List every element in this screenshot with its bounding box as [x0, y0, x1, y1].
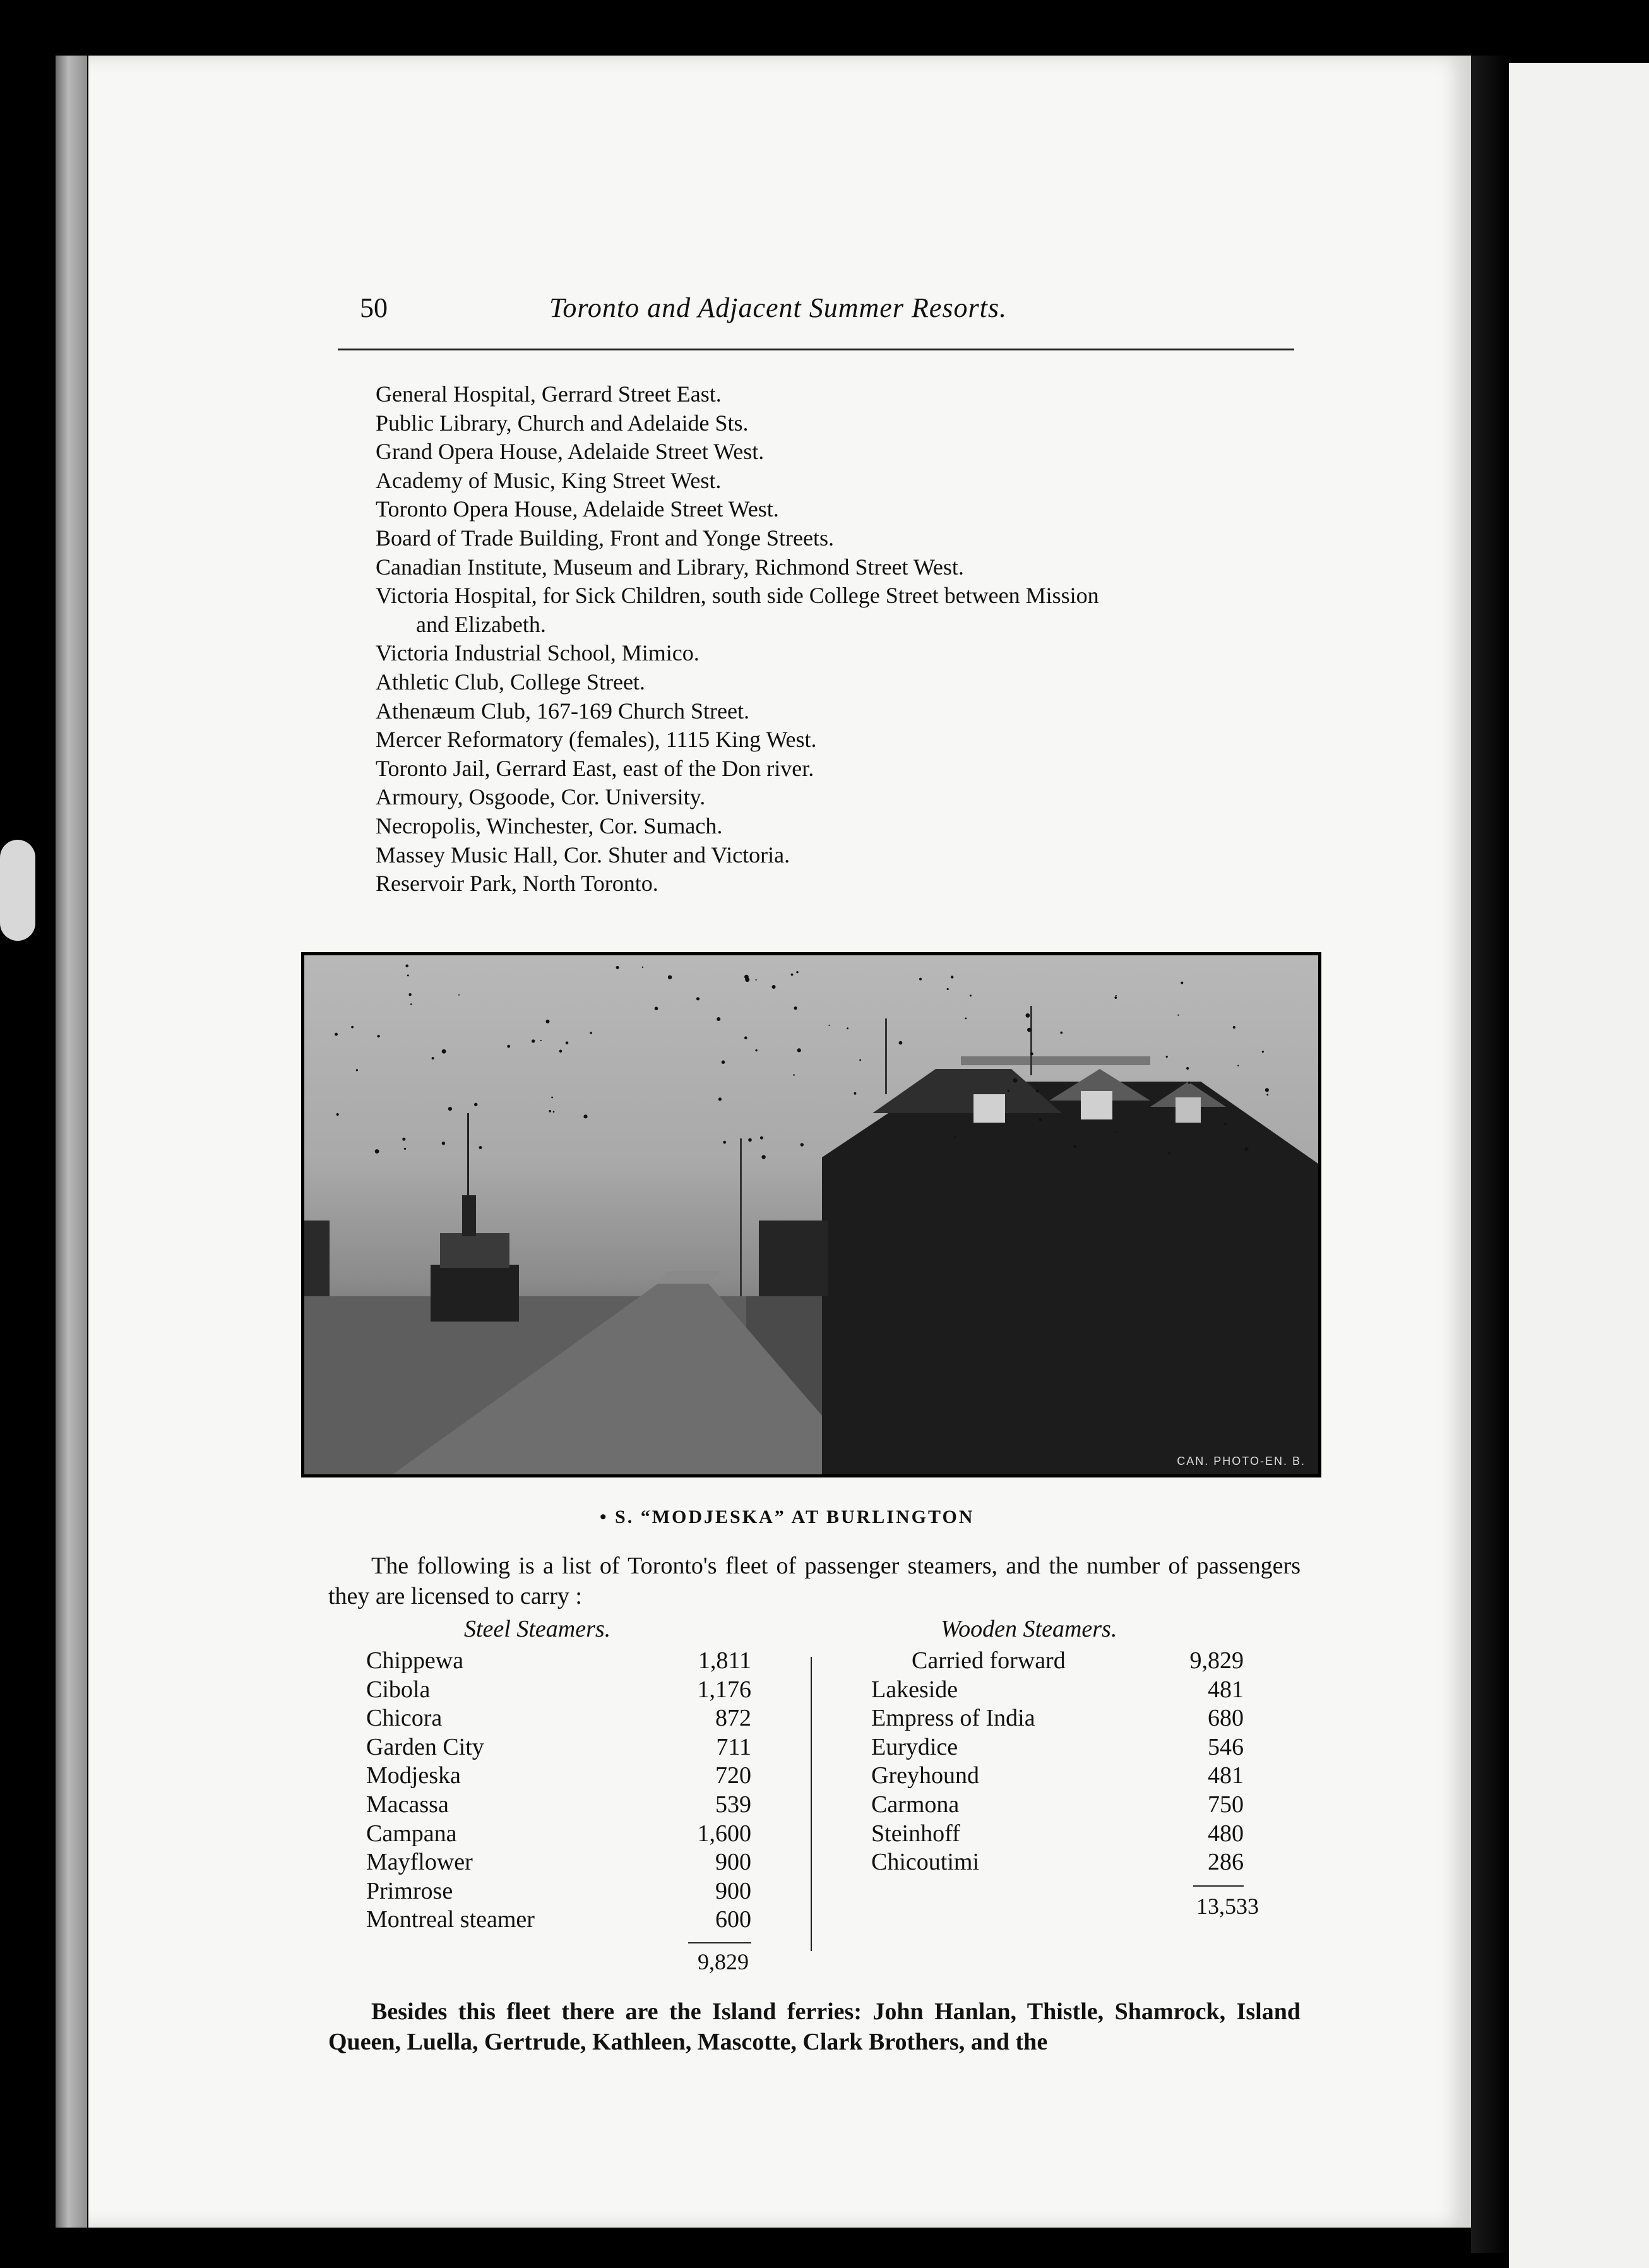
photo-speck [590, 1032, 592, 1034]
steamer-name: Chippewa [366, 1647, 464, 1674]
table-row [366, 1733, 751, 1762]
photo-speck [546, 1020, 550, 1024]
table-row [871, 1791, 1244, 1820]
photo-speck [761, 1155, 765, 1159]
photo-speck [696, 997, 699, 1000]
photo-speck [722, 1060, 725, 1064]
column-divider [811, 1657, 812, 1951]
photo-speck [551, 1097, 553, 1099]
photo-speck [828, 1025, 830, 1026]
wooden-total: 13,533 [1196, 1894, 1259, 1919]
steel-heading: Steel Steamers. [464, 1616, 611, 1642]
steamer-table [366, 1615, 1263, 1981]
list-item: Toronto Opera House, Adelaide Street West. [376, 496, 779, 522]
pavilion-building [759, 1056, 1318, 1474]
photo-speck [356, 1069, 358, 1071]
steamer-name: Carmona [871, 1791, 960, 1818]
header-rule [338, 349, 1294, 350]
list-item: Athenæum Club, 167-169 Church Street. [376, 698, 749, 724]
list-item: Canadian Institute, Museum and Library, Richmond Street West. [376, 554, 964, 580]
steamer-capacity: 720 [715, 1762, 751, 1789]
photo-speck [796, 971, 798, 973]
photo-speck [756, 979, 757, 981]
steamer-capacity: 9,829 [1189, 1647, 1244, 1674]
page-number: 50 [360, 292, 388, 323]
sum-rule [688, 1942, 751, 1943]
list-item: and Elizabeth. [416, 611, 546, 637]
harbour-photograph [301, 952, 1321, 1477]
page-gutter [1471, 56, 1509, 2253]
photo-speck [1116, 995, 1117, 996]
photo-speck [1060, 1032, 1063, 1034]
photo-speck [965, 1018, 967, 1020]
photo-speck [717, 1017, 720, 1021]
wooden-list [871, 1647, 1244, 1877]
photo-speck [655, 1006, 658, 1010]
steamer-name: Macassa [366, 1791, 449, 1818]
photo-speck [642, 967, 643, 968]
photo-speck [951, 976, 953, 978]
photo-speck [1168, 1152, 1170, 1154]
list-item: Public Library, Church and Adelaide Sts. [376, 410, 749, 436]
photo-speck [532, 1039, 535, 1042]
photo-speck [755, 1049, 757, 1051]
photo-speck [1265, 1088, 1269, 1092]
list-item: Necropolis, Winchester, Cor. Sumach. [376, 813, 723, 839]
list-item: Reservoir Park, North Toronto. [376, 871, 658, 897]
steamer-capacity: 1,600 [697, 1820, 751, 1847]
table-row [366, 1906, 751, 1935]
photo-speck [616, 966, 619, 969]
steamer-name: Mayflower [366, 1849, 473, 1876]
photo-speck [407, 974, 409, 976]
table-row [871, 1762, 1244, 1791]
steamer-capacity: 872 [715, 1705, 751, 1732]
photo-speck [748, 1138, 752, 1142]
adjacent-page [1509, 63, 1649, 2268]
photo-speck [1177, 1015, 1179, 1016]
photo-speck [479, 1146, 482, 1149]
photo-speck [335, 1033, 338, 1036]
photo-speck [919, 978, 922, 981]
photo-speck [540, 1040, 542, 1041]
photo-speck [947, 988, 949, 990]
steamer-name: Carried forward [912, 1647, 1066, 1674]
steel-total: 9,829 [698, 1949, 749, 1974]
photo-speck [744, 1036, 747, 1039]
steamer-name: Garden City [366, 1733, 484, 1760]
photo-speck [1188, 1082, 1191, 1084]
running-header [360, 292, 1294, 336]
binding-mark [0, 840, 35, 941]
photo-speck [553, 1111, 555, 1113]
photo-speck [1262, 1051, 1264, 1053]
photo-speck [1224, 1123, 1227, 1125]
list-item: Mercer Reformatory (females), 1115 King West. [376, 727, 817, 753]
list-item: Massey Music Hall, Cor. Shuter and Victoria. [376, 842, 790, 868]
photo-speck [408, 993, 411, 996]
photo-speck [854, 1092, 856, 1095]
table-row [366, 1762, 751, 1791]
steamer-capacity: 481 [1208, 1762, 1244, 1789]
photo-speck [507, 1045, 510, 1048]
list-item: Victoria Hospital, for Sick Children, south side College Street between Mission [376, 583, 1099, 609]
list-item: Grand Opera House, Adelaide Street West. [376, 439, 765, 465]
table-row [366, 1820, 751, 1849]
photo-speck [1013, 1078, 1018, 1083]
photo-speck [1027, 1028, 1032, 1032]
photo-speck [791, 974, 794, 976]
photo-speck [797, 1048, 801, 1052]
photo-speck [1036, 1090, 1039, 1093]
photo-speck [1237, 1065, 1239, 1066]
table-row [871, 1676, 1244, 1705]
table-row [366, 1676, 751, 1705]
steamer-capacity: 481 [1208, 1676, 1244, 1703]
steamer-name: Montreal steamer [366, 1906, 535, 1933]
photo-speck [375, 1149, 379, 1154]
running-title: Toronto and Adjacent Summer Resorts. [549, 292, 1007, 323]
steamer-capacity: 900 [715, 1849, 751, 1876]
steamer-name: Primrose [366, 1877, 453, 1904]
photo-speck [410, 1003, 412, 1005]
photo-speck [404, 1148, 406, 1150]
list-item: Victoria Industrial School, Mimico. [376, 640, 699, 666]
list-item: Athletic Club, College Street. [376, 669, 645, 695]
steamer-capacity: 600 [715, 1906, 751, 1933]
steamer-name: Modjeska [366, 1762, 461, 1789]
photo-speck [801, 1143, 804, 1146]
photo-credit: CAN. PHOTO-EN. B. [1177, 1455, 1306, 1467]
photo-speck [559, 1050, 563, 1053]
table-row [366, 1791, 751, 1820]
table-row [366, 1848, 751, 1877]
table-row [366, 1647, 751, 1676]
photo-speck [566, 1041, 569, 1044]
table-row [871, 1820, 1244, 1849]
table-row [871, 1733, 1244, 1762]
steamer-capacity: 480 [1208, 1820, 1244, 1847]
photo-speck [899, 1041, 903, 1045]
photo-speck [432, 1057, 434, 1059]
building-list [376, 380, 1304, 898]
list-item: Academy of Music, King Street West. [376, 467, 722, 493]
steamer-capacity: 680 [1208, 1705, 1244, 1732]
steamer-name: Empress of India [871, 1705, 1035, 1732]
photo-speck [1039, 1118, 1042, 1121]
wooden-heading: Wooden Steamers. [941, 1616, 1117, 1642]
photo-speck [448, 1107, 452, 1111]
photo-speck [954, 1137, 956, 1138]
photo-speck [859, 1059, 861, 1061]
table-row [366, 1704, 751, 1733]
steamer-name: Lakeside [871, 1676, 958, 1703]
photo-speck [1030, 1053, 1033, 1056]
photo-speck [1166, 1056, 1168, 1058]
book-edge [56, 56, 87, 2228]
photo-speck [1116, 1131, 1117, 1133]
photo-speck [1026, 1013, 1030, 1018]
steamer-name: Eurydice [871, 1733, 958, 1760]
sum-rule [1193, 1885, 1244, 1887]
photo-speck [760, 1137, 763, 1140]
photo-speck [402, 1138, 405, 1141]
photo-speck [847, 1027, 848, 1029]
steamer-name: Steinhoff [871, 1820, 960, 1847]
steamer-capacity: 539 [715, 1791, 751, 1818]
photo-speck [405, 964, 408, 967]
steamer-capacity: 711 [716, 1733, 751, 1760]
photo-speck [794, 1006, 797, 1010]
photo-speck [1074, 1145, 1077, 1148]
photo-illustration [304, 955, 1318, 1474]
photo-speck [1266, 1094, 1268, 1095]
list-item: Armoury, Osgoode, Cor. University. [376, 784, 706, 810]
steamer-capacity: 286 [1208, 1849, 1244, 1876]
photo-speck [668, 976, 672, 979]
photo-speck [474, 1103, 477, 1106]
photo-speck [1244, 1147, 1248, 1150]
steamer-name: Campana [366, 1820, 457, 1847]
steamer-capacity: 546 [1208, 1733, 1244, 1760]
steamer-capacity: 900 [715, 1877, 751, 1904]
steamer-capacity: 1,811 [698, 1647, 751, 1674]
photo-speck [1233, 1026, 1235, 1029]
photo-speck [377, 1035, 379, 1037]
steamer-name: Chicoutimi [871, 1849, 979, 1876]
photo-speck [718, 1097, 722, 1101]
steamer-capacity: 1,176 [697, 1676, 751, 1703]
steamer-name: Chicora [366, 1705, 443, 1732]
photo-speck [442, 1049, 446, 1054]
list-item: Toronto Jail, Gerrard East, east of the Don river. [376, 755, 814, 781]
table-row [871, 1704, 1244, 1733]
list-item: General Hospital, Gerrard Street East. [376, 381, 722, 407]
photo-speck [1186, 1067, 1189, 1070]
photo-speck [970, 994, 972, 996]
photo-speck [772, 985, 776, 989]
photo-speck [336, 1113, 339, 1116]
photo-speck [351, 1026, 354, 1029]
steel-list [366, 1647, 751, 1935]
steamer-name: Greyhound [871, 1762, 979, 1789]
photo-speck [723, 1141, 726, 1144]
table-row [871, 1848, 1244, 1877]
closing-paragraph: Besides this fleet there are the Island ferries: John Hanlan, Thistle, Shamrock, Island Queen, Luella, Gertrude, Kathleen, Mascotte, Clark Brothers, and the [328, 1998, 1301, 2055]
photo-speck [583, 1114, 587, 1118]
list-item: Board of Trade Building, Front and Yonge Streets. [376, 525, 835, 551]
photo-caption: • S. “MODJESKA” AT BURLINGTON [600, 1507, 975, 1527]
photo-speck [442, 1142, 445, 1145]
steamer-capacity: 750 [1208, 1791, 1244, 1818]
steamer-name: Cibola [366, 1676, 431, 1703]
photo-speck [458, 994, 460, 996]
photo-speck [793, 1074, 795, 1076]
table-row [871, 1647, 1244, 1676]
intro-paragraph: The following is a list of Toronto's fleet of passenger steamers, and the number of passengers they are licensed to carry : [328, 1553, 1301, 1609]
photo-speck [1181, 982, 1183, 984]
photo-speck [744, 975, 749, 979]
photo-speck [1114, 996, 1117, 999]
photo-speck [1008, 1090, 1009, 1092]
table-row [366, 1877, 751, 1906]
photo-speck [549, 1110, 551, 1113]
